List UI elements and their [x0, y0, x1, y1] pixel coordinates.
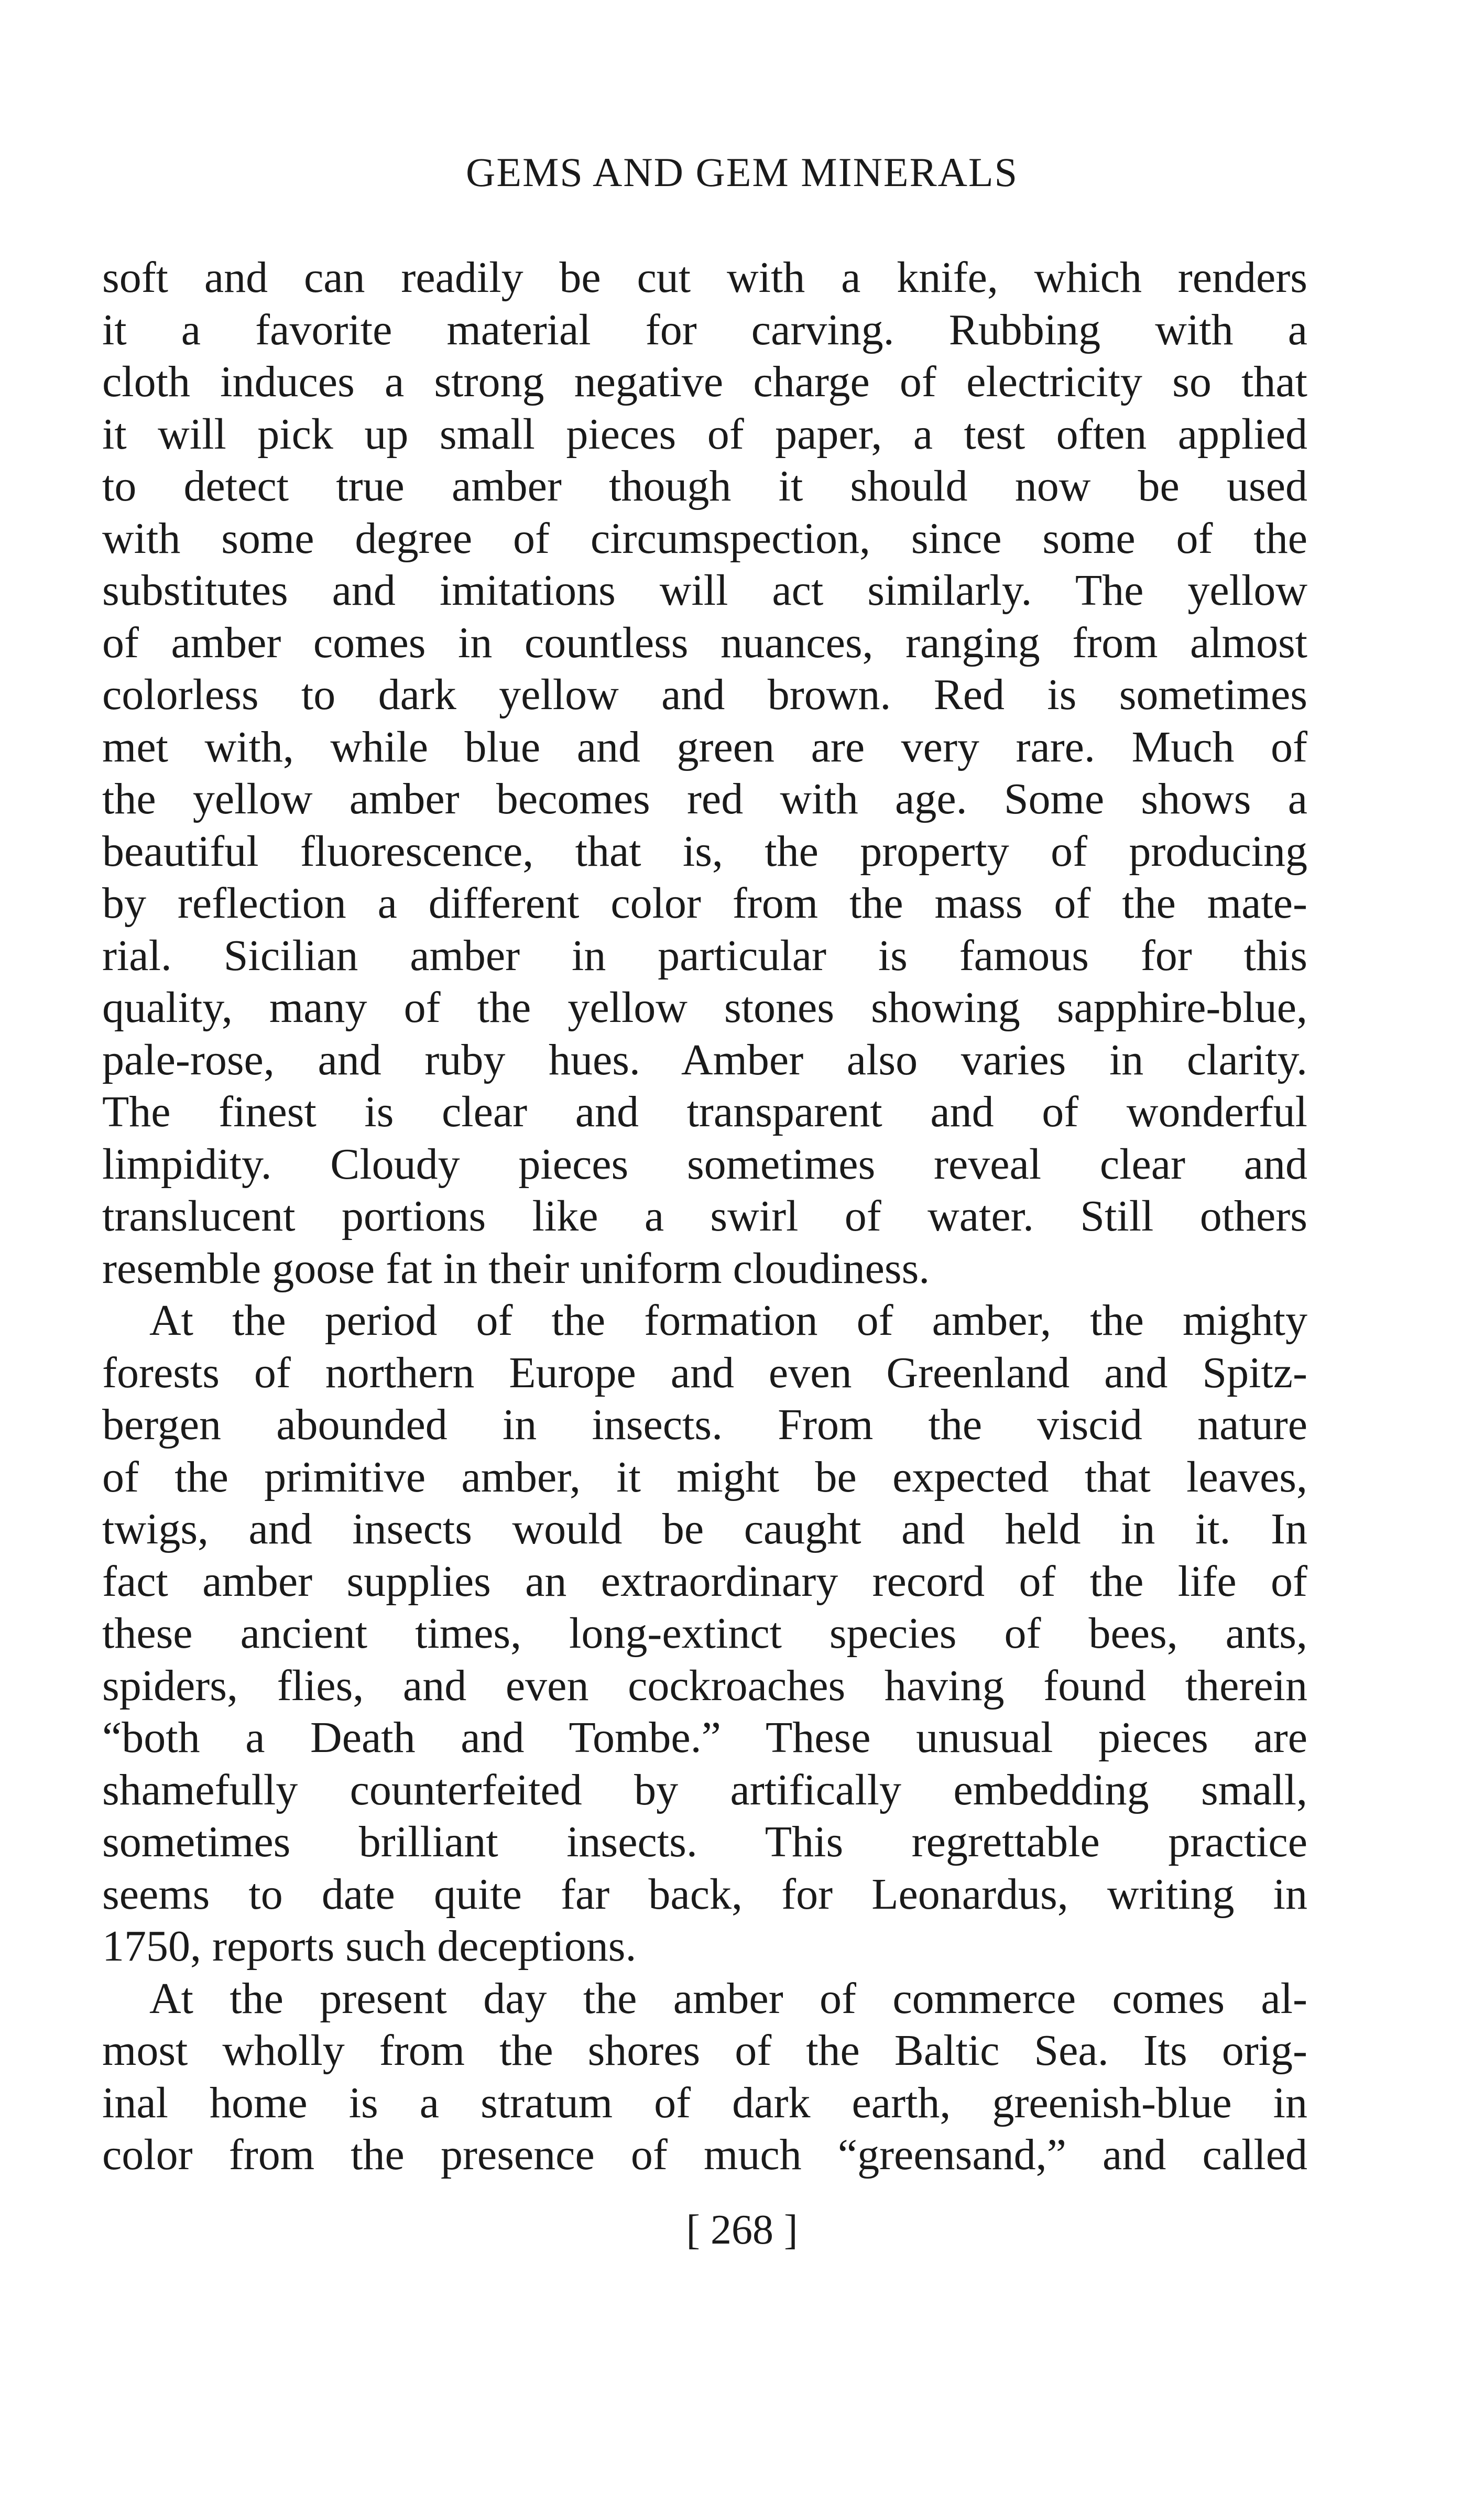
text-line: most wholly from the shores of the Baltic Sea. Its orig-	[102, 2026, 1307, 2075]
running-title: GEMS AND GEM MINERALS	[466, 149, 1018, 195]
text-line: it a favorite material for carving. Rubbing with a	[102, 305, 1307, 354]
page-number: [ 268 ]	[686, 2207, 798, 2253]
text-line: the yellow amber becomes red with age. Some shows a	[102, 775, 1307, 823]
text-line: these ancient times, long-extinct species of bees, ants,	[102, 1609, 1307, 1658]
text-line: to detect true amber though it should now be used	[102, 462, 1307, 510]
text-line: limpidity. Cloudy pieces sometimes reveal clear and	[102, 1139, 1307, 1189]
text-line: fact amber supplies an extraordinary record of the life of	[102, 1557, 1307, 1606]
text-line: bergen abounded in insects. From the viscid nature	[102, 1400, 1307, 1449]
text-line: soft and can readily be cut with a knife, which renders	[102, 253, 1307, 302]
text-line: At the period of the formation of amber, the mighty	[149, 1296, 1307, 1345]
text-line: spiders, flies, and even cockroaches having found therein	[102, 1661, 1307, 1710]
text-line: “both a Death and Tombe.” These unusual pieces are	[102, 1713, 1307, 1762]
text-line: 1750, reports such deceptions.	[102, 1922, 637, 1971]
text-line: The finest is clear and transparent and of wonderful	[102, 1087, 1307, 1136]
text-line: forests of northern Europe and even Greenland and Spitz-	[102, 1348, 1307, 1397]
text-line: inal home is a stratum of dark earth, greenish-blue in	[102, 2078, 1307, 2127]
text-line: it will pick up small pieces of paper, a test often applied	[102, 409, 1307, 459]
text-line: of amber comes in countless nuances, ranging from almost	[102, 618, 1307, 667]
text-line: shamefully counterfeited by artifically embedding small,	[102, 1765, 1307, 1814]
text-line: cloth induces a strong negative charge of electricity so that	[102, 357, 1307, 406]
text-line: seems to date quite far back, for Leonardus, writing in	[102, 1869, 1307, 1919]
text-line: beautiful fluorescence, that is, the property of producing	[102, 826, 1307, 876]
text-line: At the present day the amber of commerce comes al-	[149, 1974, 1307, 2023]
text-line: quality, many of the yellow stones showing sapphire-blue,	[102, 983, 1307, 1032]
text-line: by reflection a different color from the mass of the mate-	[102, 879, 1307, 928]
text-line: of the primitive amber, it might be expected that leaves,	[102, 1452, 1307, 1501]
text-line: met with, while blue and green are very rare. Much of	[102, 722, 1307, 771]
text-line: rial. Sicilian amber in particular is famous for this	[102, 931, 1307, 980]
text-line: pale-rose, and ruby hues. Amber also varies in clarity.	[102, 1035, 1307, 1084]
text-line: colorless to dark yellow and brown. Red is sometimes	[102, 670, 1307, 719]
text-line: resemble goose fat in their uniform cloudiness.	[102, 1244, 930, 1293]
text-line: substitutes and imitations will act similarly. The yellow	[102, 566, 1307, 615]
text-line: color from the presence of much “greensand,” and called	[102, 2130, 1307, 2179]
body-text	[102, 252, 1307, 2181]
text-line: translucent portions like a swirl of water. Still others	[102, 1192, 1307, 1240]
text-line: with some degree of circumspection, since some of the	[102, 514, 1307, 563]
text-line: sometimes brilliant insects. This regrettable practice	[102, 1818, 1307, 1866]
text-line: twigs, and insects would be caught and held in it. In	[102, 1505, 1307, 1553]
